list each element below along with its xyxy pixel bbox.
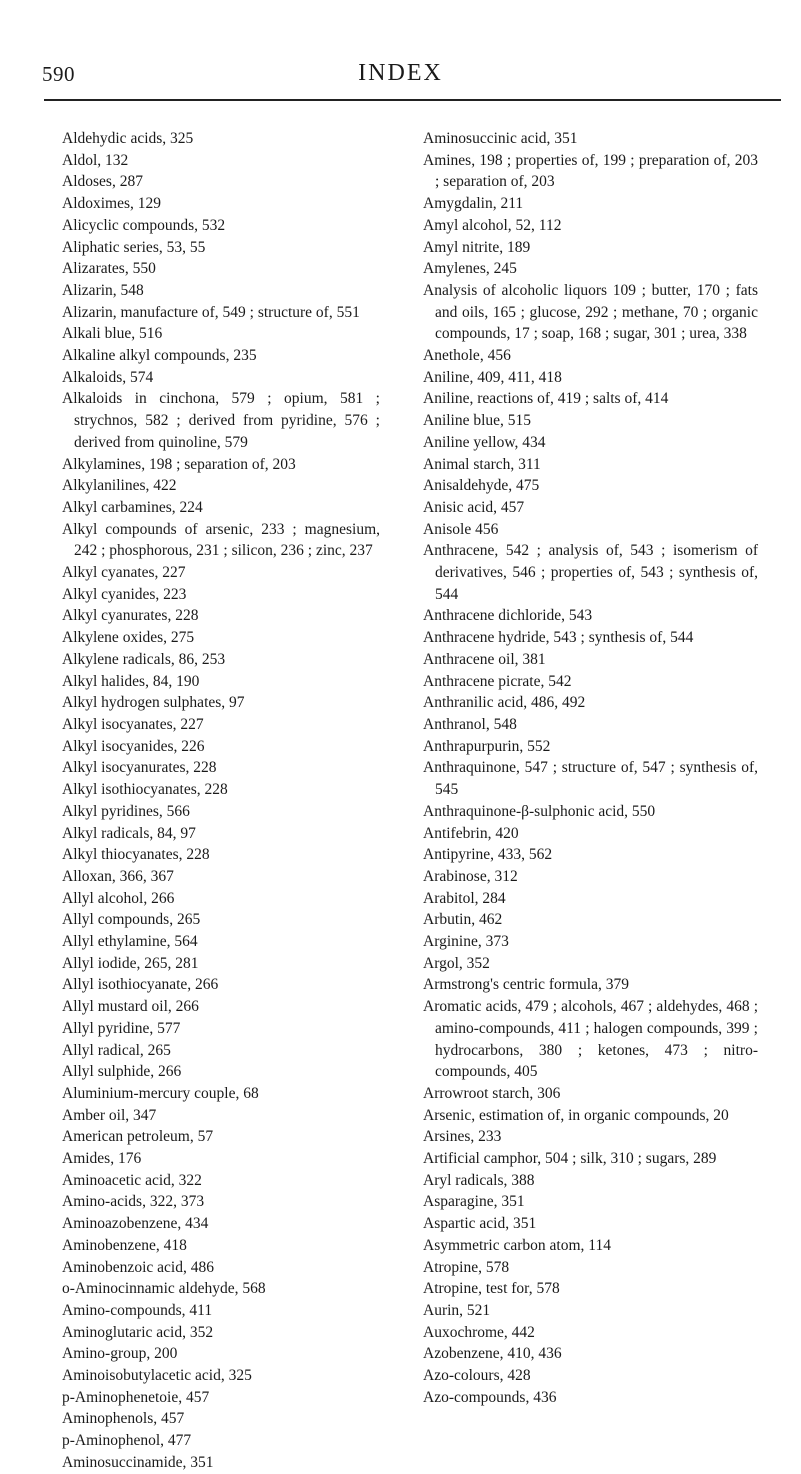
index-entry: Amides, 176 <box>62 1150 142 1168</box>
index-entry: Animal starch, 311 <box>423 455 541 473</box>
index-entry: Arabinose, 312 <box>423 867 518 885</box>
index-entry: Alkylamines, 198 ; separation of, 203 <box>62 455 296 473</box>
index-entry: Antifebrin, 420 <box>423 824 519 842</box>
index-entry: Aldoses, 287 <box>62 173 143 191</box>
page-number: 590 <box>42 62 75 86</box>
index-entry: Anisaldehyde, 475 <box>423 477 540 495</box>
index-entry: Alkyl isocyanates, 227 <box>62 715 204 733</box>
index-entry: Allyl radical, 265 <box>62 1041 171 1059</box>
index-entry: Allyl mustard oil, 266 <box>62 998 199 1016</box>
index-column-left <box>62 128 380 1474</box>
index-entry: Anthracene, 542 ; analysis of, 543 ; isomerism of derivatives, 546 ; properties of, 543 ; synthesis of, 544 <box>423 542 758 603</box>
index-entry: Asymmetric carbon atom, 114 <box>423 1236 611 1254</box>
index-entry: Arsines, 233 <box>423 1128 502 1146</box>
index-entry: Allyl pyridine, 577 <box>62 1019 181 1037</box>
index-entry: Alizarin, manufacture of, 549 ; structure of, 551 <box>62 303 360 321</box>
index-entry: Alloxan, 366, 367 <box>62 867 174 885</box>
index-entry: Anthrapurpurin, 552 <box>423 737 551 755</box>
index-entry: Amino-compounds, 411 <box>62 1301 213 1319</box>
index-entry: Auxochrome, 442 <box>423 1323 535 1341</box>
index-entry: Alkyl thiocyanates, 228 <box>62 846 210 864</box>
index-entry: Allyl alcohol, 266 <box>62 889 175 907</box>
index-entry: Aminophenols, 457 <box>62 1410 185 1428</box>
index-entry: Atropine, 578 <box>423 1258 510 1276</box>
index-entry: Alizarates, 550 <box>62 260 156 278</box>
index-entry: Asparagine, 351 <box>423 1193 525 1211</box>
index-entry: Aminosuccinic acid, 351 <box>423 130 578 147</box>
index-entry: Armstrong's centric formula, 379 <box>423 976 629 994</box>
index-entry: Alkyl hydrogen sulphates, 97 <box>62 694 245 712</box>
index-entry: Aldoximes, 129 <box>62 195 162 213</box>
index-entry: Alkyl pyridines, 566 <box>62 802 190 820</box>
index-entry: Alkaline alkyl compounds, 235 <box>62 347 257 365</box>
index-entry: Allyl isothiocyanate, 266 <box>62 976 219 994</box>
index-entry: Amylenes, 245 <box>423 260 517 278</box>
index-entry: Aniline, reactions of, 419 ; salts of, 414 <box>423 390 669 408</box>
index-entry: Aspartic acid, 351 <box>423 1215 537 1233</box>
index-entry: Antipyrine, 433, 562 <box>423 846 553 864</box>
index-entry: p-Aminophenetoie, 457 <box>62 1388 210 1406</box>
index-entry: Alkyl halides, 84, 190 <box>62 672 200 690</box>
index-entry: Aminoisobutylacetic acid, 325 <box>62 1367 252 1385</box>
index-entry: Amber oil, 347 <box>62 1106 157 1124</box>
page-title: INDEX <box>358 60 443 86</box>
index-entry: Aluminium-mercury couple, 68 <box>62 1084 259 1102</box>
index-entry: Anthracene picrate, 542 <box>423 672 572 690</box>
index-entry: Allyl ethylamine, 564 <box>62 933 198 951</box>
index-entry: Amyl nitrite, 189 <box>423 238 531 256</box>
index-entry: Aminobenzoic acid, 486 <box>62 1258 214 1276</box>
index-entry: Alkylanilines, 422 <box>62 477 177 495</box>
index-entry: Allyl compounds, 265 <box>62 911 201 929</box>
index-entry: Amino-acids, 322, 373 <box>62 1193 205 1211</box>
index-entry: Alkyl isothiocyanates, 228 <box>62 781 228 799</box>
index-entry: Aminoazobenzene, 434 <box>62 1215 209 1233</box>
index-entry: Anthranilic acid, 486, 492 <box>423 694 586 712</box>
index-entry: Anethole, 456 <box>423 347 511 365</box>
index-entry: Arabitol, 284 <box>423 889 506 907</box>
index-entry: Azo-colours, 428 <box>423 1367 531 1385</box>
index-entry: Alizarin, 548 <box>62 281 144 299</box>
index-entry: Alkyl radicals, 84, 97 <box>62 824 196 842</box>
index-entry: Arsenic, estimation of, in organic compounds, 20 <box>423 1106 729 1124</box>
index-entry: Anisic acid, 457 <box>423 498 525 516</box>
index-entry: Alkyl carbamines, 224 <box>62 498 203 516</box>
index-entry: Aryl radicals, 388 <box>423 1171 535 1189</box>
index-entry: Anthracene hydride, 543 ; synthesis of, 544 <box>423 629 694 647</box>
header-rule <box>44 99 781 101</box>
index-entry: Amygdalin, 211 <box>423 195 524 213</box>
index-entry: Aminosuccinamide, 351 <box>62 1453 214 1471</box>
index-entry: Aminoacetic acid, 322 <box>62 1171 202 1189</box>
index-entry: Alkaloids, 574 <box>62 368 154 386</box>
index-entry: Artificial camphor, 504 ; silk, 310 ; sugars, 289 <box>423 1150 717 1168</box>
index-entry: Alkylene radicals, 86, 253 <box>62 650 226 668</box>
index-entry: Arbutin, 462 <box>423 911 503 929</box>
index-entry: Arginine, 373 <box>423 933 509 951</box>
index-entry: American petroleum, 57 <box>62 1128 214 1146</box>
index-entry: Alkylene oxides, 275 <box>62 629 195 647</box>
index-entry: Aniline yellow, 434 <box>423 433 546 451</box>
index-entry: Aliphatic series, 53, 55 <box>62 238 206 256</box>
index-entry: Argol, 352 <box>423 954 490 972</box>
index-entry: Anthracene oil, 381 <box>423 650 546 668</box>
index-entry: Anthranol, 548 <box>423 715 517 733</box>
index-entry: Alkali blue, 516 <box>62 325 163 343</box>
index-entry: Alkyl cyanides, 223 <box>62 585 187 603</box>
index-entry: Amyl alcohol, 52, 112 <box>423 216 562 234</box>
index-column-right <box>423 128 758 1408</box>
index-entry: Allyl sulphide, 266 <box>62 1063 182 1081</box>
index-entry: Aniline, 409, 411, 418 <box>423 368 562 386</box>
index-entry: Arrowroot starch, 306 <box>423 1084 561 1102</box>
index-entry: Atropine, test for, 578 <box>423 1280 560 1298</box>
index-entry: Alicyclic compounds, 532 <box>62 216 226 234</box>
index-entry: Anthraquinone, 547 ; structure of, 547 ; synthesis of, 545 <box>423 759 758 799</box>
index-entry: Alkyl isocyanides, 226 <box>62 737 205 755</box>
index-entry: Aminoglutaric acid, 352 <box>62 1323 214 1341</box>
index-entry: Alkyl compounds of arsenic, 233 ; magnesium, 242 ; phosphorous, 231 ; silicon, 236 ; zinc, 237 <box>62 520 380 560</box>
index-entry: Amino-group, 200 <box>62 1345 178 1363</box>
index-entry: Alkyl isocyanurates, 228 <box>62 759 217 777</box>
index-entry: Aromatic acids, 479 ; alcohols, 467 ; aldehydes, 468 ; amino-compounds, 411 ; halogen compounds, 399 ; hydrocarbons, 380 ; ketones, 473 ; nitro-compounds, 405 <box>423 998 758 1081</box>
index-entry: Alkyl cyanurates, 228 <box>62 607 199 625</box>
index-entry: Aurin, 521 <box>423 1301 491 1319</box>
index-entry: Azo-compounds, 436 <box>423 1388 557 1406</box>
index-entry: Alkaloids in cinchona, 579 ; opium, 581 ; strychnos, 582 ; derived from pyridine, 576 ; derived from quinoline, 579 <box>62 390 380 451</box>
index-entry: o-Aminocinnamic aldehyde, 568 <box>62 1280 266 1298</box>
index-entry: Azobenzene, 410, 436 <box>423 1345 562 1363</box>
index-entry: Amines, 198 ; properties of, 199 ; preparation of, 203 ; separation of, 203 <box>423 151 758 191</box>
index-entry: Aminobenzene, 418 <box>62 1236 187 1254</box>
index-entry: Anthraquinone-β-sulphonic acid, 550 <box>423 802 656 820</box>
index-entry: Aldehydic acids, 325 <box>62 130 194 147</box>
index-entry: Anisole 456 <box>423 520 499 538</box>
index-entry: Alkyl cyanates, 227 <box>62 564 186 582</box>
index-entry: Analysis of alcoholic liquors 109 ; butter, 170 ; fats and oils, 165 ; glucose, 292 ; methane, 70 ; organic compounds, 17 ; soap, 168 ; sugar, 301 ; urea, 338 <box>423 281 758 343</box>
index-entry: p-Aminophenol, 477 <box>62 1432 192 1450</box>
index-entry: Anthracene dichloride, 543 <box>423 607 593 625</box>
index-entry: Allyl iodide, 265, 281 <box>62 954 199 972</box>
index-entry: Aniline blue, 515 <box>423 412 532 430</box>
index-entry: Aldol, 132 <box>62 151 129 169</box>
